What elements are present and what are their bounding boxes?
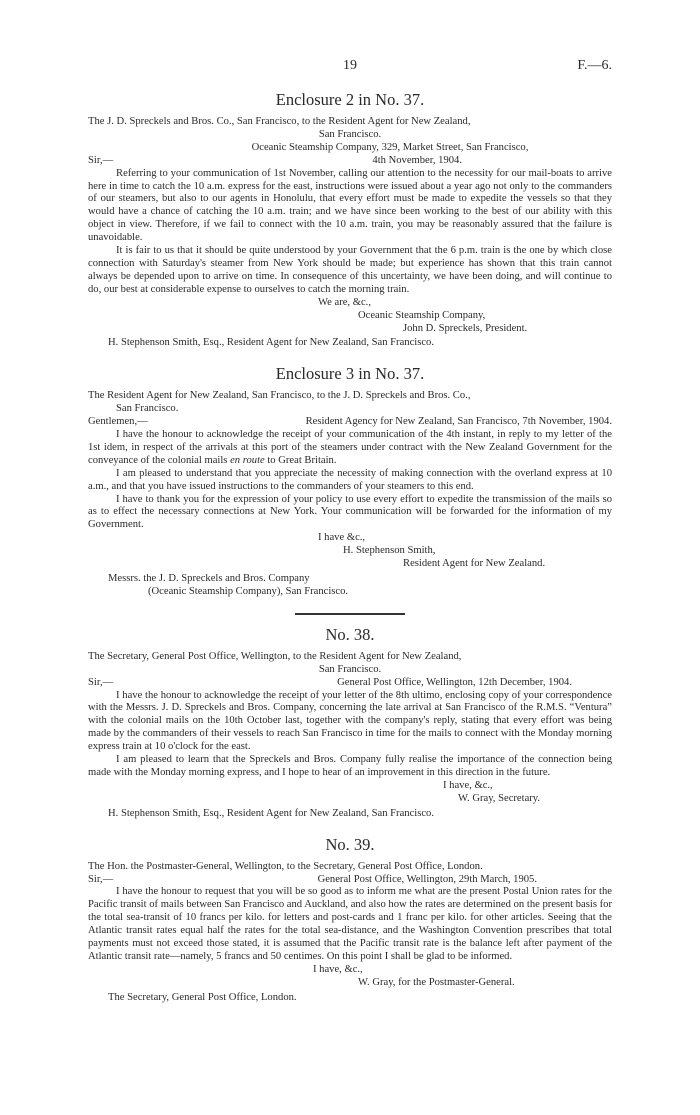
route-text: The J. D. Spreckels and Bros. Co., San Francisco, to the Resident Agent for New Zealand, [88,116,471,127]
letter-address-date: General Post Office, Wellington, 29th March, 1905. [317,873,537,885]
route-text-continued: San Francisco. [116,403,179,415]
route-line: The Hon. the Postmaster-General, Wellington, to the Secretary, General Post Office, London. [88,860,483,872]
page-reference: F.—6. [577,58,612,73]
signer: W. Gray, Secretary. [458,792,541,804]
closing: I have &c., [318,532,366,544]
letter-address-date: General Post Office, Wellington, 12th December, 1904. [337,676,572,688]
paragraph-text: I have the honour to acknowledge the receipt of your communication of the 4th instant, in reply to my letter of the 1st idem, in respect of the arrivals at this port of the steamers under contract with the New Zealand Government for the conveyance of the colonial mails [88,429,612,466]
paragraph: Referring to your communication of 1st November, calling our attention to the necessity for our mail-boats to arrive here in time to catch the 10 a.m. express for the east, instructions were issued about a year ago not only to the commanders of our steamers, but also to our agents in Honolulu, that every effort must be made to expedite the vessels so that they would have a chance of catching the 10 a.m. train; and we have since been working to the best of our ability with this object in view. Therefore, if we fail to connect with the 10 a.m. train, you may be reasonably assured that the failure is unavoidable. [88,167,612,244]
signer: H. Stephenson Smith, [343,545,436,557]
page-number: 19 [343,58,357,73]
no-39-section [88,835,612,1005]
letter-address-date: Resident Agency for New Zealand, San Francisco, 7th November, 1904. [305,416,612,428]
addressee: The Secretary, General Post Office, London. [108,991,297,1003]
section-divider [295,613,405,615]
no-38-section [88,625,612,821]
salutation: Sir,— [88,873,114,885]
signer-company: Oceanic Steamship Company, [358,309,486,321]
route-line [88,390,612,416]
paragraph: I have the honour to acknowledge the receipt of your letter of the 8th ultimo, enclosing copy of your correspondence with the Messrs. J. D. Spreckels and Bros. Company, concerning the late arrival at San Francisco of the R.M.S. “Ventura” with the colonial mails on the 10th October last, together with the company's reply, stating that every effort was being made by the commanders of their vessels to reach San Francisco in time for the mails to connect with the Monday morning express train at 10 o'clock for the east. [88,689,612,753]
letter-date: 4th November, 1904. [372,154,462,166]
section-title: Enclosure 3 in No. 37. [275,364,425,384]
salutation: Gentlemen,— [88,416,148,428]
addressee-continued: (Oceanic Steamship Company), San Francisco. [148,585,349,597]
salutation: Sir,— [88,154,114,166]
salutation-line [88,677,612,690]
closing: We are, &c., [318,296,371,308]
closing: I have, &c., [443,779,493,791]
paragraph: I have the honour to request that you will be so good as to inform me what are the present Postal Union rates for the Pacific transit of mails between San Francisco and Auckland, and also how the rates are determined on the present basis for the total sea-transit of 10 francs per kilo. for letters and post-cards and 1 franc per kilo. for other articles. Seeing that the Atlantic transit rates equal half the rates for the total sea-distance, and the Washington Convention prescribes that total payments must not exceed those stated, it is assumed that the Pacific transit rate is the balance left after payment of the Atlantic transit rate—namely, 5 francs and 50 centimes. On this point I shall be glad to be informed. [88,886,612,962]
paragraph: I am pleased to understand that you appreciate the necessity of making connection with the overland express at 10 a.m., and that you have issued instructions to the commanders of your steamers to this end. [88,467,612,492]
salutation-line [88,416,612,429]
signer: John D. Spreckels, President. [403,322,528,334]
section-title: No. 38. [325,624,375,644]
closing: I have, &c., [313,963,363,975]
paragraph [88,429,612,468]
addressee: H. Stephenson Smith, Esq., Resident Agent for New Zealand, San Francisco. [108,337,435,349]
addressee: H. Stephenson Smith, Esq., Resident Agent for New Zealand, San Francisco. [108,807,435,819]
route-line [88,116,612,142]
paragraph: It is fair to us that it should be quite understood by your Government that the 6 p.m. train is the one by which close connection with Saturday's steamer from New York should be made; but experience has shown that this train cannot always be depended upon to arrive on time. In consequence of this uncertainty, we have been doing, and will continue to do, our best at considerable expense to ourselves to catch the morning train. [88,245,612,295]
enclosure-3-section [88,364,612,599]
enclosure-2-section [88,90,612,350]
route-text: The Resident Agent for New Zealand, San Francisco, to the J. D. Spreckels and Bros. Co., [88,390,471,402]
route-line [88,651,612,677]
paragraph: I have to thank you for the expression of your policy to use every effort to expedite the transmission of the mails so as to effect the necessary connections at New York. Your communication will be forwarded for the information of my Government. [88,493,612,531]
route-text-continued: San Francisco. [318,663,382,675]
signer-title: Resident Agent for New Zealand. [403,558,546,570]
salutation-line [88,874,612,887]
paragraph-text: to Great Britain. [264,454,337,466]
route-text-continued: San Francisco. [318,128,382,140]
section-title: Enclosure 2 in No. 37. [275,90,425,109]
sender-address: Oceanic Steamship Company, 329, Market Street, San Francisco, [251,141,529,153]
salutation: Sir,— [88,676,114,688]
italic-phrase: en route [230,454,265,466]
salutation-line [88,155,612,168]
page-header [88,60,612,84]
section-title: No. 39. [325,834,375,854]
addressee: Messrs. the J. D. Spreckels and Bros. Company [108,573,310,584]
paragraph: I am pleased to learn that the Spreckels and Bros. Company fully realise the importance of the connection being made with the Monday morning express, and I hope to hear of an improvement in this direction in the future. [88,754,612,778]
route-text: The Secretary, General Post Office, Wellington, to the Resident Agent for New Zealand, [88,650,462,662]
signer: W. Gray, for the Postmaster-General. [358,976,515,988]
